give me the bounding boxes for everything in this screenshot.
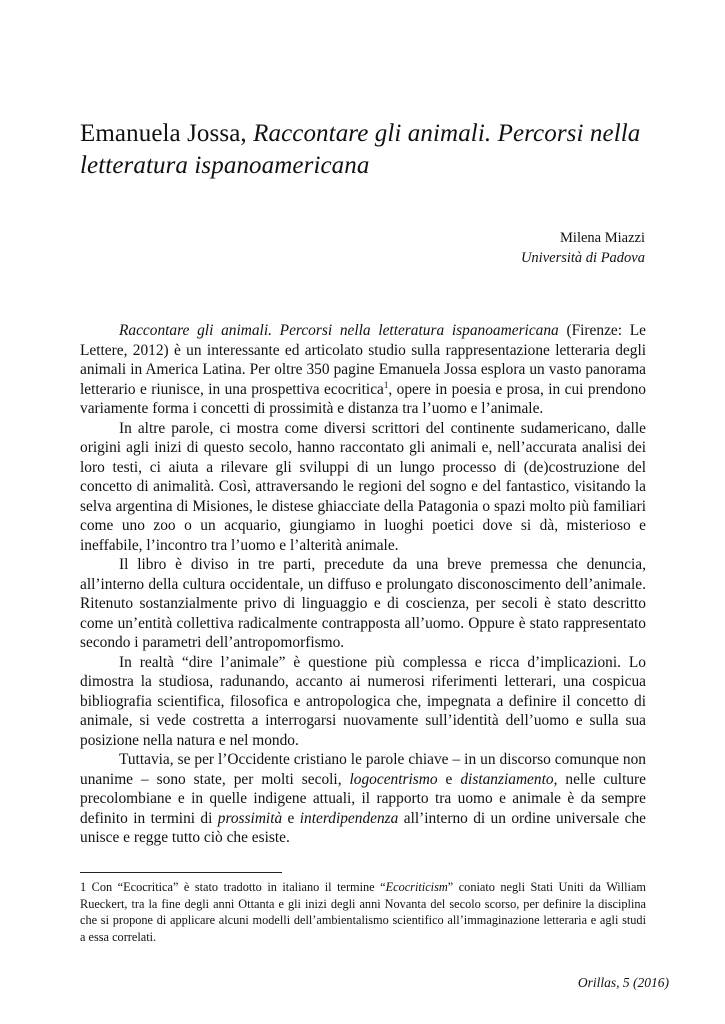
paragraph-text: all’interno di un ordine universale che unisce e regge tutto ciò che esiste.	[80, 809, 646, 846]
paragraph-5	[80, 750, 646, 848]
emphasis: interdipendenza	[299, 809, 399, 827]
paragraph-text: , nelle culture precolombiane e in quelle indigene attuali, il rapporto tra uomo e animale è da sempre definito in termini di	[80, 770, 646, 827]
paragraph-text: e	[282, 809, 300, 827]
footnote	[80, 879, 646, 945]
paragraph-text: (Firenze: Le Lettere, 2012) è un interessante ed articolato studio sulla rappresentazione letteraria degli animali in America Latina. Per oltre 350 pagine Emanuela Jossa esplora un vasto panorama letterario e riunisce, in una prospettiva ecocritica	[80, 322, 646, 398]
footnote-reference[interactable]: 1	[383, 379, 389, 390]
work-title-inline: Raccontare gli animali. Percorsi nella letteratura ispanoamericana	[119, 322, 559, 339]
emphasis: logocentrismo	[349, 770, 438, 788]
footnote-divider	[80, 872, 282, 873]
title-work: Raccontare gli animali. Percorsi nella letteratura ispanoamericana	[80, 120, 641, 179]
footnote-number: 1	[80, 880, 87, 894]
paragraph-2: In altre parole, ci mostra come diversi scrittori del continente sudamericano, dalle origini agli inizi di questo secolo, hanno raccontato gli animali e, nell’accurata analisi dei loro testi, ci aiuta a rilevare gli sviluppi di un lungo processo di (de)costruzione del concetto di animalità. Così, attraversando le regioni del sogno e del fantastico, visitando la selva argentina di Misiones, le distese ghiacciate della Patagonia o spazi molto più familiari come uno zoo o un acquario, giungiamo in luoghi poetici dove si dà, misterioso e ineffabile, l’incontro tra l’uomo e l’alterità animale.	[80, 419, 646, 554]
emphasis: prossimità	[217, 809, 283, 827]
footnote-text: ” coniato negli Stati Uniti da William Rueckert, tra la fine degli anni Ottanta e gli inizi degli anni Novanta del secolo scorso, per definire la disciplina che si propone di applicare alcuni modelli dell’ambientalismo scientifico all’immaginazione letteraria e agli studi a essa correlati.	[80, 880, 646, 944]
paragraph-text: , opere in poesia e prosa, in cui prendono variamente forma i concetti di prossimità e distanza tra l’uomo e l’animale.	[80, 380, 646, 417]
article-title	[80, 118, 650, 182]
reviewer-name: Milena Miazzi	[560, 230, 645, 246]
paragraph-text: e	[437, 770, 461, 788]
paragraph-4: In realtà “dire l’animale” è questione più complessa e ricca d’implicazioni. Lo dimostra la studiosa, radunando, accanto ai numerosi riferimenti letterari, una cospicua bibliografia scientifica, filosofica e antropologica che, impegnata a definire il concetto di animale, si vede costretta a interrogarsi nuovamente sull’identità dell’uomo e sulla sua posizione nella natura e nel mondo.	[80, 653, 646, 749]
paragraph-3: Il libro è diviso in tre parti, precedute da una breve premessa che denuncia, all’interno della cultura occidentale, un diffuso e prolungato disconoscimento dell’animale. Ritenuto sostanzialmente privo di linguaggio e di coscienza, per secoli è stato descritto come un’entità collettiva radicalmente contrapposta all’uomo. Oppure è stato rappresentato secondo i parametri dell’antropomorfismo.	[80, 556, 646, 651]
journal-footer: Orillas, 5 (2016)	[577, 975, 669, 990]
paragraph-text: Tuttavia, se per l’Occidente cristiano le parole chiave – in un discorso comunque non unanime – sono state, per molti secoli,	[80, 751, 646, 788]
emphasis: distanziamento	[460, 770, 554, 788]
footnote-text: Con “Ecocritica” è stato tradotto in italiano il termine “	[86, 880, 386, 894]
reviewer-affiliation: Università di Padova	[520, 250, 645, 266]
author-block	[521, 228, 645, 268]
footnote-emphasis: Ecocriticism	[385, 880, 448, 894]
title-author: Emanuela Jossa,	[80, 120, 254, 147]
paragraph-1	[80, 321, 646, 419]
article-body	[80, 321, 646, 848]
